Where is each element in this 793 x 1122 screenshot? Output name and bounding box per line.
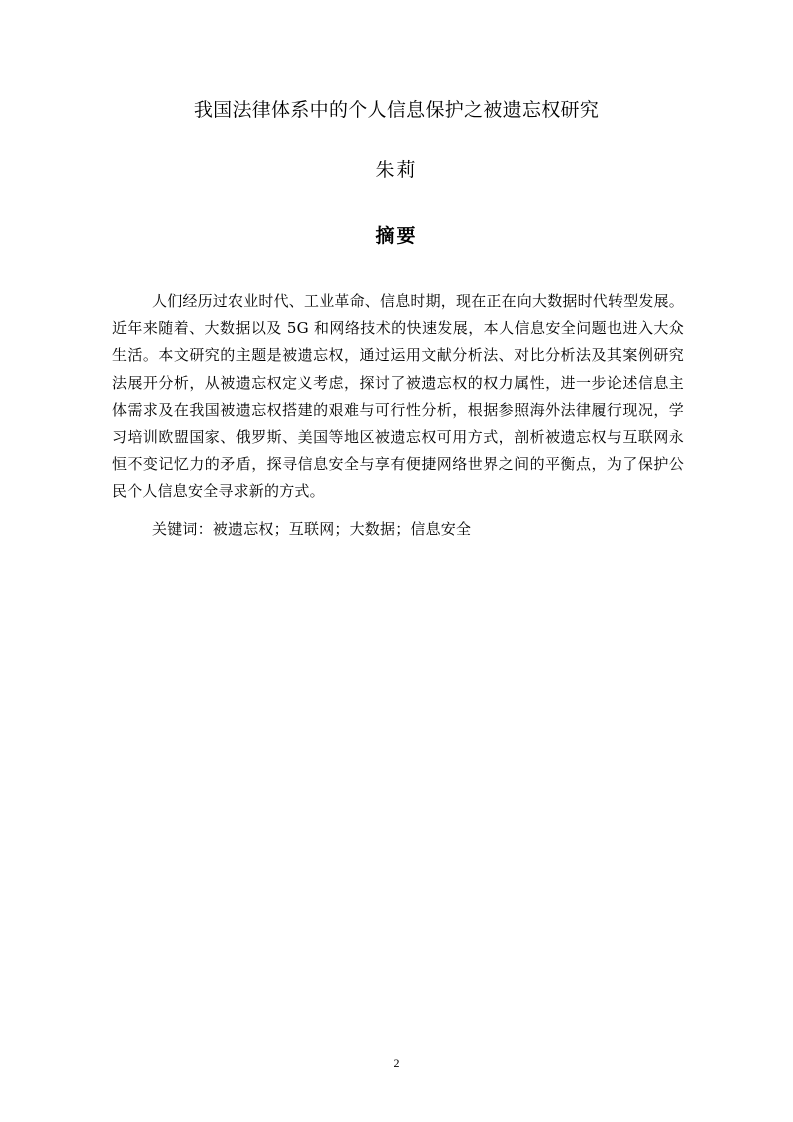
page-number: 2 (393, 1056, 400, 1070)
author-name: 朱莉 (375, 159, 418, 181)
paper-title: 我国法律体系中的个人信息保护之被遗忘权研究 (193, 99, 600, 121)
keywords-line: 关键词：被遗忘权；互联网；大数据；信息安全 (152, 520, 472, 538)
abstract-paragraph: 人们经历过农业时代、工业革命、信息时期，现在正在向大数据时代转型发展。近年来随着、大数据以及 5G 和网络技术的快速发展，本人信息安全问题也进入大众生活。本文研究的主题是被遗忘权，通过运用文献分析法、对比分析法及其案例研究法展开分析，从被遗忘权定义考虑，探讨了被遗忘权的权力属性，进一步论述信息主体需求及在我国被遗忘权搭建的艰难与可行性分析，根据参照海外法律履行现况，学习培训欧盟国家、俄罗斯、美国等地区被遗忘权可用方式，剖析被遗忘权与互联网永恒不变记忆力的矛盾，探寻信息安全与享有便捷网络世界之间的平衡点，为了保护公民个人信息安全寻求新的方式。 (112, 292, 685, 501)
abstract-heading: 摘要 (375, 225, 418, 247)
